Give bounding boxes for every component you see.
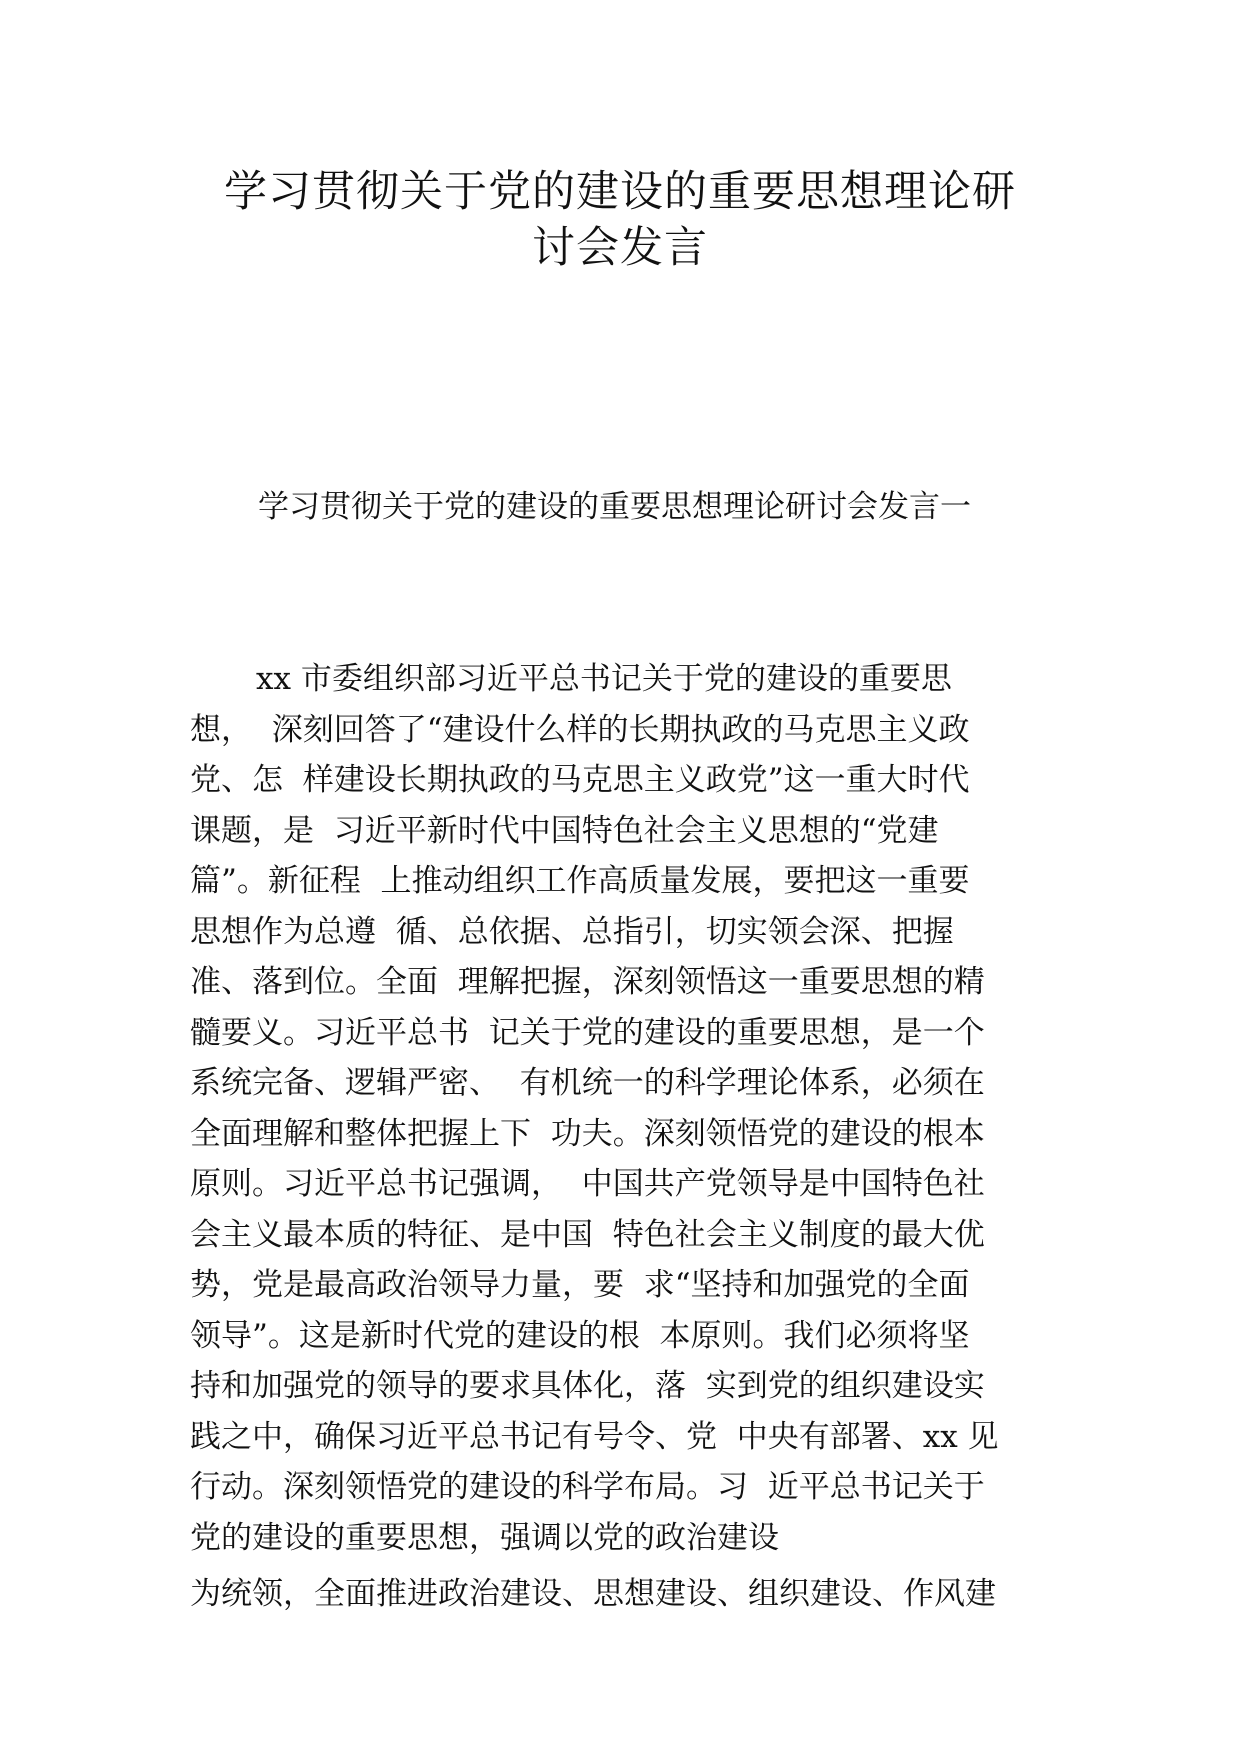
body-line: 势，党是最高政治领导力量，要 求“坚持和加强党的全面 [190, 1267, 970, 1303]
body-line: 全面理解和整体把握上下 功夫。深刻领悟党的建设的根本 [190, 1115, 985, 1152]
body-line: xx 市委组织部习近平总书记关于党的建设的重要思 [256, 661, 952, 697]
body-line: 党的建设的重要思想，强调以党的政治建设 [190, 1519, 779, 1556]
body-line: 持和加强党的领导的要求具体化，落 实到党的组织建设实 [190, 1368, 985, 1404]
body-line: 会主义最本质的特征、是中国 特色社会主义制度的最大优 [190, 1216, 985, 1253]
body-line: 课题，是 习近平新时代中国特色社会主义思想的“党建 [190, 812, 939, 849]
body-line: 思想作为总遵 循、总依据、总指引，切实领会深、把握 [190, 913, 954, 950]
document-title-line-1: 学习贯彻关于党的建设的重要思想理论研 [224, 167, 1016, 217]
body-line: 想， 深刻回答了“建设什么样的长期执政的马克思主义政 [190, 711, 970, 748]
body-line: 为统领，全面推进政治建设、思想建设、组织建设、作风建 [190, 1576, 996, 1612]
body-line: 原则。习近平总书记强调， 中国共产党领导是中国特色社 [190, 1166, 985, 1202]
document-body [190, 654, 1070, 1620]
body-line: 领导”。这是新时代党的建设的根 本原则。我们必须将坚 [190, 1317, 970, 1354]
body-line: 髓要义。习近平总书 记关于党的建设的重要思想，是一个 [190, 1014, 985, 1051]
body-line: 践之中，确保习近平总书记有号令、党 中央有部署、xx 见 [190, 1418, 999, 1455]
document-subtitle: 学习贯彻关于党的建设的重要思想理论研讨会发言一 [258, 489, 971, 525]
body-line: 篇”。新征程 上推动组织工作高质量发展，要把这一重要 [190, 863, 970, 899]
body-line: 系统完备、逻辑严密、 有机统一的科学理论体系，必须在 [190, 1065, 985, 1101]
document-title-line-2: 讨会发言 [532, 223, 708, 273]
body-line: 准、落到位。全面 理解把握，深刻领悟这一重要思想的精 [190, 964, 985, 1000]
body-line: 行动。深刻领悟党的建设的科学布局。习 近平总书记关于 [190, 1469, 985, 1505]
body-line: 党、怎 样建设长期执政的马克思主义政党”这一重大时代 [190, 762, 970, 798]
